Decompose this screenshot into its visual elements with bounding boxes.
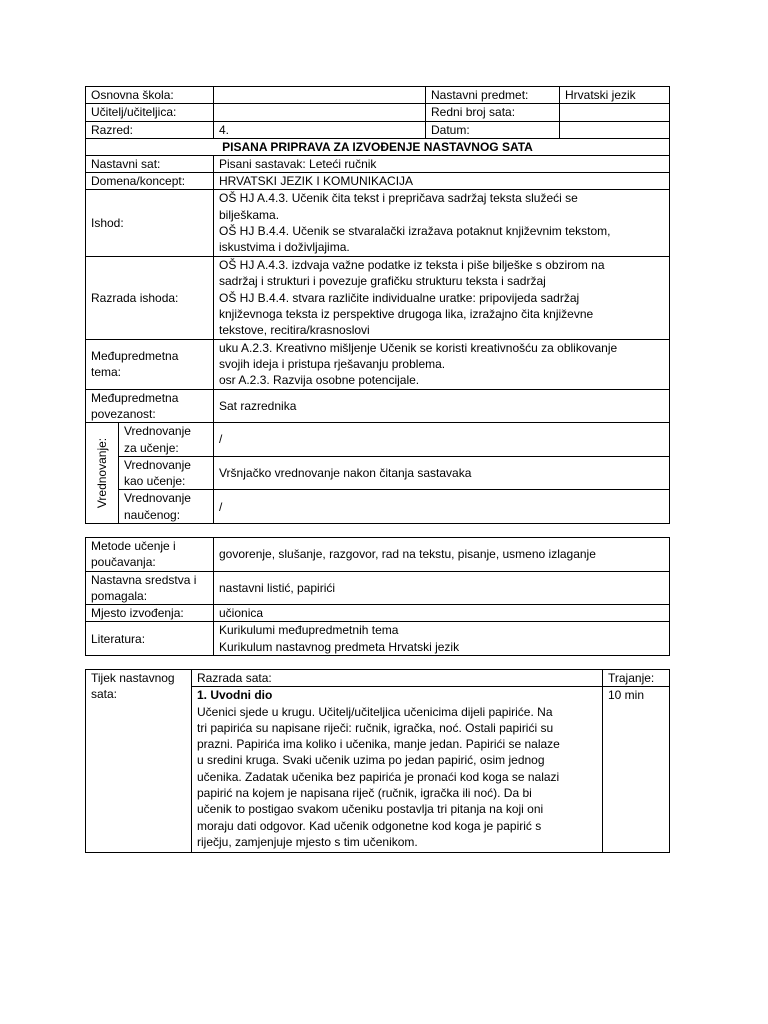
cross-link-value: Sat razrednika <box>214 389 670 423</box>
school-label: Osnovna škola: <box>86 87 214 104</box>
outcome-line: iskustvima i doživljajima. <box>219 240 350 255</box>
elaboration-line: književnoga teksta iz perspektive drugoga lika, izražajno čita književne <box>219 306 594 321</box>
section-content <box>192 687 603 853</box>
outcome-label: Ishod: <box>86 190 214 256</box>
section-line: učenik to postigao svakom učeniku postavlja tri pitanja na koji oni <box>197 802 544 817</box>
evaluation-label: Vrednovanje: <box>94 438 109 509</box>
course-label-line: Tijek nastavnog <box>91 671 175 685</box>
duration-header: Trajanje: <box>603 670 670 687</box>
methods-value: govorenje, slušanje, razgovor, rad na tekstu, pisanje, usmeno izlaganje <box>214 538 670 572</box>
teacher-field[interactable] <box>214 104 426 121</box>
cross-topic-label-line: tema: <box>91 365 122 380</box>
eval-for-label <box>119 423 214 457</box>
cross-topic-line: osr A.2.3. Razvija osobne potencijale. <box>219 373 420 388</box>
methods-label <box>86 538 214 572</box>
domain-label: Domena/koncept: <box>86 173 214 190</box>
unit-value: Pisani sastavak: Leteći ručnik <box>214 155 670 172</box>
lesson-number-field[interactable] <box>560 104 670 121</box>
literature-label: Literatura: <box>86 622 214 656</box>
cross-topic-line: svojih ideja i pristupa rješavanju problema. <box>219 357 446 372</box>
outcome-value <box>214 190 670 256</box>
subject-label: Nastavni predmet: <box>426 87 560 104</box>
outcome-line: bilješkama. <box>219 207 280 222</box>
section-line: riječju, zamjenjuje mjesto s tim učenikom. <box>197 834 418 849</box>
literature-value <box>214 622 670 656</box>
place-label: Mjesto izvođenja: <box>86 605 214 622</box>
cross-link-label <box>86 389 214 423</box>
lesson-flow-table <box>85 669 670 853</box>
teacher-label: Učitelj/učiteljica: <box>86 104 214 121</box>
eval-as-label <box>119 456 214 490</box>
evaluation-label-cell <box>86 423 119 524</box>
grade-field[interactable]: 4. <box>214 121 426 138</box>
eval-of-label-line: Vrednovanje <box>124 491 191 506</box>
section-line: učenika. Zadatak učenika bez papirića je pronaći kod koga se nalazi <box>197 769 560 784</box>
elaboration-line: tekstove, recitira/krasnoslovi <box>219 323 370 338</box>
date-field[interactable] <box>560 121 670 138</box>
cross-link-label-line: Međupredmetna <box>91 390 179 405</box>
section-title: 1. Uvodni dio <box>197 688 273 703</box>
lesson-number-label: Redni broj sata: <box>426 104 560 121</box>
elaboration-line: OŠ HJ B.4.4. stvara različite individualne uratke: pripovijeda sadržaj <box>219 290 580 305</box>
cross-topic-label <box>86 339 214 389</box>
elaboration-value <box>214 256 670 339</box>
eval-of-label <box>119 490 214 524</box>
aids-value: nastavni listić, papirići <box>214 571 670 605</box>
lesson-plan-table <box>85 86 670 524</box>
section-line: u sredini kruga. Svaki učenik uzima po jedan papirić, osim jednog <box>197 753 545 768</box>
grade-label: Razred: <box>86 121 214 138</box>
place-value: učionica <box>214 605 670 622</box>
school-field[interactable] <box>214 87 426 104</box>
eval-as-value: Vršnjačko vrednovanje nakon čitanja sastavaka <box>214 456 670 490</box>
eval-of-label-line: naučenog: <box>124 507 181 522</box>
course-label-line: sata: <box>91 687 118 702</box>
eval-for-label-line: Vrednovanje <box>124 424 191 439</box>
eval-as-label-line: kao učenje: <box>124 474 186 489</box>
literature-line: Kurikulumi međupredmetnih tema <box>219 623 399 638</box>
cross-topic-line: uku A.2.3. Kreativno mišljenje Učenik se koristi kreativnošću za oblikovanje <box>219 340 618 355</box>
elaboration-line: OŠ HJ A.4.3. izdvaja važne podatke iz teksta i piše bilješke s obzirom na <box>219 257 605 272</box>
section-line: prazni. Papirića ima koliko i učenika, manje jedan. Papirići se nalaze <box>197 737 560 752</box>
section-line: tri papirića su napisane riječi: ručnik, igračka, noć. Ostali papirići su <box>197 720 554 735</box>
section-line: Učenici sjede u krugu. Učitelj/učiteljica učenicima dijeli papiriće. Na <box>197 704 553 719</box>
aids-label-line: pomagala: <box>91 588 148 603</box>
methods-label-line: poučavanja: <box>91 555 156 570</box>
aids-label <box>86 571 214 605</box>
eval-for-label-line: za učenje: <box>124 440 179 455</box>
literature-line: Kurikulum nastavnog predmeta Hrvatski jezik <box>219 639 460 654</box>
section-line: papirić na kojem je napisana riječ (ručnik, igračka ili noć). Da bi <box>197 786 532 801</box>
cross-topic-label-line: Međupredmetna <box>91 348 179 363</box>
methods-table <box>85 537 670 656</box>
elaboration-line: sadržaj i strukturi i povezuje grafičku strukturu teksta i sadržaj <box>219 274 546 289</box>
eval-for-value: / <box>214 423 670 457</box>
document-title: PISANA PRIPRAVA ZA IZVOĐENJE NASTAVNOG SATA <box>86 138 670 155</box>
methods-label-line: Metode učenje i <box>91 539 176 553</box>
domain-value: HRVATSKI JEZIK I KOMUNIKACIJA <box>214 173 670 190</box>
elaboration-header: Razrada sata: <box>192 670 603 687</box>
cross-link-label-line: povezanost: <box>91 406 156 421</box>
duration-value: 10 min <box>603 687 670 853</box>
date-label: Datum: <box>426 121 560 138</box>
eval-of-value: / <box>214 490 670 524</box>
elaboration-label: Razrada ishoda: <box>86 256 214 339</box>
cross-topic-value <box>214 339 670 389</box>
aids-label-line: Nastavna sredstva i <box>91 572 197 587</box>
section-line: moraju dati odgovor. Kad učenik odgonetne kod koga je papirić s <box>197 818 542 833</box>
course-label <box>86 670 192 853</box>
subject-field[interactable]: Hrvatski jezik <box>560 87 670 104</box>
outcome-line: OŠ HJ B.4.4. Učenik se stvaralački izražava potaknut književnim tekstom, <box>219 224 611 239</box>
outcome-line: OŠ HJ A.4.3. Učenik čita tekst i prepričava sadržaj teksta služeći se <box>219 191 578 206</box>
eval-as-label-line: Vrednovanje <box>124 457 191 472</box>
unit-label: Nastavni sat: <box>86 155 214 172</box>
